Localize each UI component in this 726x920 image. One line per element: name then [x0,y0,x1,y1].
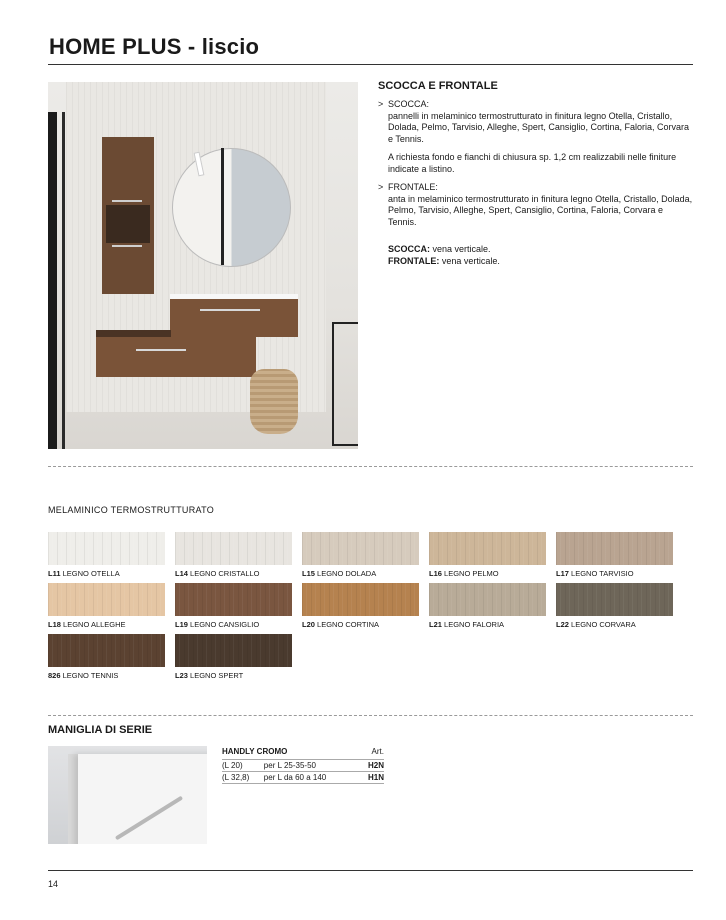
handle-photo [48,746,207,844]
finish-name: LEGNO TENNIS [62,671,119,680]
finish-swatch [48,583,165,629]
finish-swatch-chip [429,532,546,565]
finish-name: LEGNO DOLADA [317,569,377,578]
finish-name: LEGNO TARVISIO [571,569,634,578]
product-photo [48,82,358,449]
finish-swatch-chip [175,583,292,616]
photo-round-mirror [172,148,291,267]
finish-code: L23 [175,671,188,680]
finish-swatch-caption [175,671,292,680]
finish-swatch-caption [48,569,165,578]
scocca-body: pannelli in melaminico termostrutturato in finitura legno Otella, Cristallo, Dolada, Pelmo, Tarvisio, Alleghe, Spert, Cansiglio, Cortina, Faloria, Corvara e Tennis. [388,110,689,144]
finish-name: LEGNO OTELLA [62,569,120,578]
handle-size: (L 20) [222,760,264,772]
finish-swatch-chip [175,532,292,565]
finish-swatch-caption [48,620,165,629]
finish-swatch [302,532,419,578]
photo-wicker-basket [250,369,298,434]
frontale-item [378,182,693,228]
finish-swatch [48,634,165,680]
finish-swatch [175,634,292,680]
grain-frontale-label: FRONTALE: [388,255,440,266]
finish-name: LEGNO FALORIA [444,620,505,629]
maniglia-title: MANIGLIA DI SERIE [48,724,153,736]
section-divider [48,715,693,716]
finish-name: LEGNO CORTINA [317,620,379,629]
finish-swatch-caption [556,569,673,578]
finish-swatch-chip [175,634,292,667]
finish-swatch-caption [556,620,673,629]
finish-swatch-caption [302,620,419,629]
finish-swatch-caption [429,569,546,578]
finish-code: L14 [175,569,188,578]
finish-name: LEGNO CANSIGLIO [190,620,260,629]
finish-swatch-chip [556,583,673,616]
finish-swatch [175,532,292,578]
finish-swatch-chip [302,583,419,616]
handle-photo-door-edge [68,754,78,844]
finish-name: LEGNO CRISTALLO [190,569,260,578]
finish-name: LEGNO CORVARA [571,620,636,629]
finish-code: 826 [48,671,61,680]
handle-name: HANDLY CROMO [222,747,288,756]
finish-swatch-chip [556,532,673,565]
finish-swatch [302,583,419,629]
photo-shower-frame-inner [62,112,65,449]
finish-swatch [175,583,292,629]
photo-shower-frame [48,112,57,449]
finish-name: LEGNO ALLEGHE [63,620,126,629]
handle-use: per L 25-35-50 [264,760,360,772]
grain-scocca-value: vena verticale. [432,244,491,254]
finish-name: LEGNO PELMO [444,569,499,578]
finish-swatch-grid [48,532,693,692]
handle-table-row [222,772,384,784]
finish-swatch-chip [48,583,165,616]
scocca-item [378,99,693,145]
finish-swatch [429,532,546,578]
finishes-label: MELAMINICO TERMOSTRUTTURATO [48,505,215,515]
finish-swatch-caption [175,569,292,578]
finish-code: L17 [556,569,569,578]
finish-swatch-caption [48,671,165,680]
finish-code: L11 [48,569,61,578]
footer-divider [48,870,693,871]
finish-code: L22 [556,620,569,629]
handle-use: per L da 60 a 140 [264,772,360,784]
photo-vanity-handle-top [200,309,260,311]
grain-frontale [378,256,693,268]
handle-code: H2N [359,760,384,772]
grain-scocca-label: SCOCCA: [388,244,430,254]
scocca-note: A richiesta fondo e fianchi di chiusura sp. 1,2 cm realizzabili nelle finiture indicate a listino. [388,152,677,174]
page-title: HOME PLUS - liscio [49,34,260,59]
handle-table-row [222,760,384,772]
scocca-frontale-title: SCOCCA E FRONTALE [378,80,498,92]
photo-column-niche [106,205,150,243]
handle-table [222,746,384,784]
page-number: 14 [48,879,59,889]
finish-name: LEGNO SPERT [190,671,244,680]
finish-code: L15 [302,569,315,578]
handle-table-header [222,746,384,760]
bullet-marker: > [378,182,384,192]
photo-vanity-drawer-top [170,299,298,337]
photo-mirror-bar [221,148,224,265]
finish-swatch-caption [302,569,419,578]
finish-code: L18 [48,620,61,629]
finish-code: L20 [302,620,315,629]
handle-size: (L 32,8) [222,772,264,784]
photo-tall-column-unit [102,137,154,294]
scocca-heading: SCOCCA: [388,99,430,109]
finish-swatch-chip [48,532,165,565]
grain-scocca [378,244,693,256]
finish-swatch [556,583,673,629]
handle-photo-door [78,754,207,844]
title-divider [48,64,693,65]
handle-art-label: Art. [371,747,384,756]
photo-vanity-drawer-low [96,337,256,377]
finish-swatch-chip [48,634,165,667]
section-divider [48,466,693,467]
bullet-marker: > [378,99,384,109]
finish-swatch-chip [429,583,546,616]
grain-frontale-value: vena verticale. [441,255,500,266]
scocca-frontale-description [378,99,693,267]
photo-column-handle-bottom [112,245,142,247]
finish-code: L21 [429,620,442,629]
finish-code: L19 [175,620,188,629]
finish-swatch-caption [429,620,546,629]
frontale-body: anta in melaminico termostrutturato in finitura legno Otella, Cristallo, Dolada, Pelmo, Tarvisio, Alleghe, Spert, Cansiglio, Cortina, Faloria, Corvara e Tennis. [388,193,693,227]
frontale-heading: FRONTALE: [388,182,438,192]
finish-swatch [429,583,546,629]
finish-swatch-caption [175,620,292,629]
photo-towel-rack [332,322,358,446]
finish-swatch [48,532,165,578]
photo-column-handle-top [112,200,142,202]
finish-swatch-chip [302,532,419,565]
finish-code: L16 [429,569,442,578]
finish-swatch [556,532,673,578]
photo-vanity-handle-low [136,349,186,351]
handle-code: H1N [359,772,384,784]
